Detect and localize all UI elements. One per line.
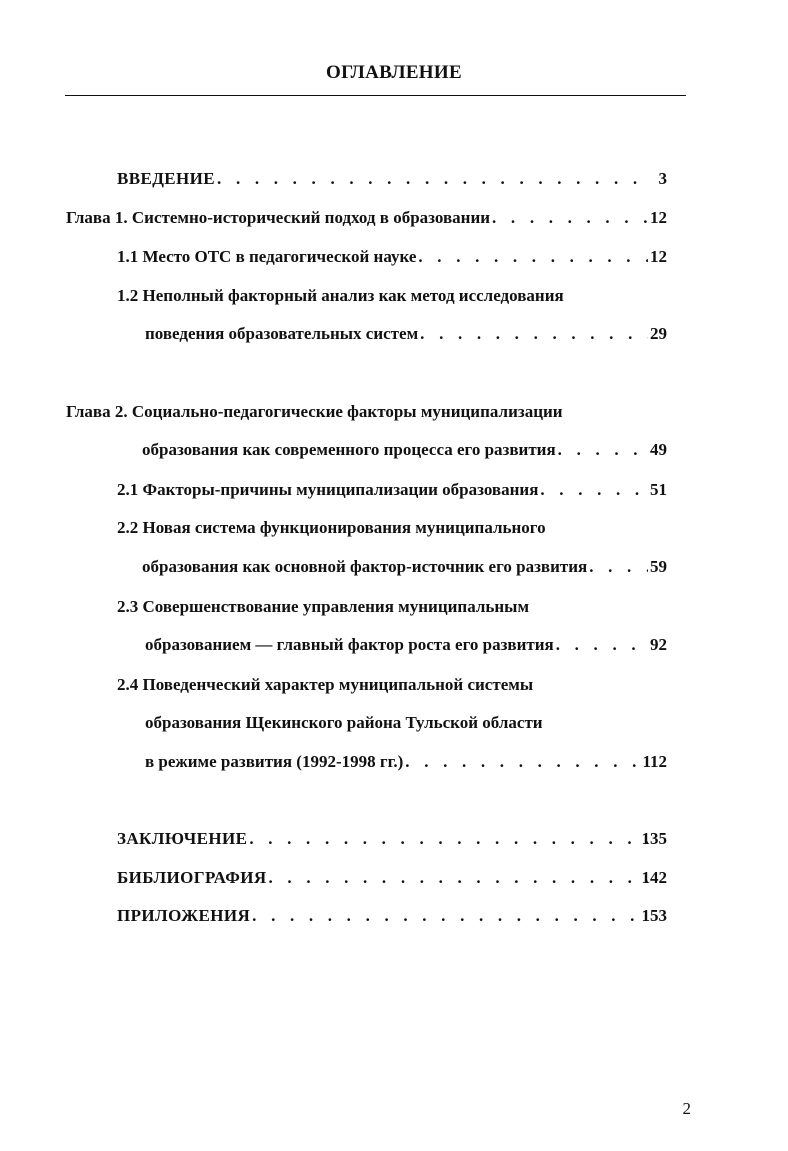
toc-entry-page: 59 <box>650 557 667 576</box>
toc-entry-label: ЗАКЛЮЧЕНИЕ <box>117 829 248 848</box>
toc-entry-appendix <box>117 905 648 927</box>
toc-entry-label: поведения образовательных систем <box>145 324 419 343</box>
title-underline <box>65 95 686 96</box>
toc-entry-page: 112 <box>642 752 667 771</box>
toc-entry-chapter-2-line1: Глава 2. Социально-педагогические факторы муниципализации <box>66 402 563 421</box>
page-title: ОГЛАВЛЕНИЕ <box>326 62 462 83</box>
toc-entry-label: образования как современного процесса его развития <box>142 440 556 459</box>
toc-entry-label: образованием — главный фактор роста его развития <box>145 635 554 654</box>
toc-entry-page: 153 <box>641 906 667 925</box>
toc-entry-intro <box>117 168 648 190</box>
toc-entry-bibliography <box>117 867 648 889</box>
leader-dots <box>556 634 648 656</box>
toc-entry-chapter-2 <box>142 439 648 461</box>
toc-entry-label: БИБЛИОГРАФИЯ <box>117 868 267 887</box>
toc-entry-chapter-1 <box>66 207 648 229</box>
toc-entry-page: 3 <box>658 169 667 188</box>
toc-entry-section-2-3-line1: 2.3 Совершенствование управления муниципальным <box>117 597 530 616</box>
leader-dots <box>252 905 648 927</box>
page-number: 2 <box>682 1099 691 1118</box>
toc-entry-section-1-2 <box>145 323 648 345</box>
toc-entry-section-2-4 <box>145 751 648 773</box>
toc-entry-section-2-2 <box>142 556 648 578</box>
leader-dots <box>492 207 648 229</box>
toc-entry-page: 92 <box>650 635 667 654</box>
leader-dots <box>269 867 648 889</box>
toc-entry-label: 1.1 Место ОТС в педагогической науке <box>117 247 417 266</box>
toc-entry-label: образования как основной фактор-источник его развития <box>142 557 588 576</box>
toc-entry-page: 12 <box>650 208 667 227</box>
toc-entry-page: 51 <box>650 480 667 499</box>
leader-dots <box>589 556 648 578</box>
leader-dots <box>249 828 648 850</box>
toc-entry-section-2-4-line2: образования Щекинского района Тульской области <box>145 713 543 732</box>
toc-entry-label: ВВЕДЕНИЕ <box>117 169 216 188</box>
toc-entry-label: в режиме развития (1992-1998 гг.) <box>145 752 404 771</box>
toc-entry-section-2-1 <box>117 479 648 501</box>
toc-entry-section-2-2-line1: 2.2 Новая система функционирования муниципального <box>117 518 546 537</box>
toc-entry-conclusion <box>117 828 648 850</box>
toc-entry-page: 29 <box>650 324 667 343</box>
toc-entry-section-1-2-line1: 1.2 Неполный факторный анализ как метод исследования <box>117 286 564 305</box>
leader-dots <box>405 751 648 773</box>
leader-dots <box>420 323 648 345</box>
leader-dots <box>418 246 648 268</box>
leader-dots <box>217 168 648 190</box>
toc-entry-page: 142 <box>641 868 667 887</box>
toc-entry-page: 135 <box>641 829 667 848</box>
toc-entry-label: 2.1 Факторы-причины муниципализации образования <box>117 480 539 499</box>
toc-entry-page: 49 <box>650 440 667 459</box>
toc-entry-section-2-3 <box>145 634 648 656</box>
toc-entry-section-2-4-line1: 2.4 Поведенческий характер муниципальной системы <box>117 675 534 694</box>
leader-dots <box>540 479 648 501</box>
toc-entry-section-1-1 <box>117 246 648 268</box>
toc-entry-page: 12 <box>650 247 667 266</box>
leader-dots <box>558 439 648 461</box>
toc-entry-label: ПРИЛОЖЕНИЯ <box>117 906 251 925</box>
toc-entry-label: Глава 1. Системно-исторический подход в образовании <box>66 208 491 227</box>
